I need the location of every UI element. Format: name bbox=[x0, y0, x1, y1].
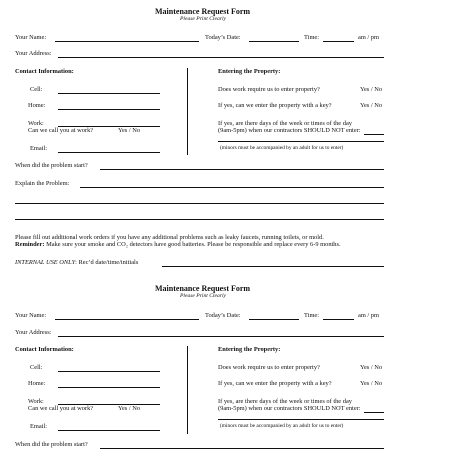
internal-use-label: INTERNAL USE ONLY bbox=[15, 259, 76, 266]
reminder-label: Reminder: bbox=[15, 241, 45, 248]
explain-field-line2[interactable] bbox=[15, 203, 384, 204]
form-subtitle-2: Please Print Clearly bbox=[180, 293, 226, 299]
your-address-field[interactable] bbox=[58, 57, 384, 58]
home-label-2: Home: bbox=[28, 380, 46, 387]
key-question: If yes, can we enter the property with a key? bbox=[218, 102, 332, 109]
key-yes-no[interactable]: Yes / No bbox=[360, 102, 383, 109]
home-field-2[interactable] bbox=[58, 387, 160, 388]
reminder-line bbox=[15, 241, 341, 248]
days-question-line1: If yes, are there days of the week or times of the day bbox=[218, 120, 352, 127]
work-label-2: Work: bbox=[28, 398, 44, 405]
your-name-label: Your Name: bbox=[15, 34, 47, 41]
cell-field-2[interactable] bbox=[58, 371, 160, 372]
internal-use-field[interactable] bbox=[162, 266, 384, 267]
email-field[interactable] bbox=[58, 152, 160, 153]
todays-date-label: Today’s Date: bbox=[205, 34, 241, 41]
minors-note-2: (minors must be accompanied by an adult for us to enter) bbox=[220, 423, 344, 429]
explain-field-line1[interactable] bbox=[80, 187, 384, 188]
days-field[interactable] bbox=[364, 134, 384, 135]
email-field-2[interactable] bbox=[58, 430, 160, 431]
todays-date-label-2: Today’s Date: bbox=[205, 312, 241, 319]
require-question-2: Does work require us to enter property? bbox=[218, 364, 320, 371]
your-name-label-2: Your Name: bbox=[15, 312, 47, 319]
require-question: Does work require us to enter property? bbox=[218, 86, 320, 93]
form-title-2: Maintenance Request Form bbox=[155, 284, 251, 293]
explain-field-line3[interactable] bbox=[15, 219, 384, 220]
form-subtitle: Please Print Clearly bbox=[180, 16, 226, 22]
require-yes-no-2[interactable]: Yes / No bbox=[360, 364, 383, 371]
home-field[interactable] bbox=[58, 109, 160, 110]
internal-use-text: : Rec’d date/time/initials bbox=[75, 259, 139, 266]
email-label-2: Email: bbox=[30, 423, 48, 430]
time-field-2[interactable] bbox=[323, 319, 354, 320]
your-name-field-2[interactable] bbox=[55, 319, 199, 320]
todays-date-field-2[interactable] bbox=[249, 319, 299, 320]
additional-orders-note: Please fill out additional work orders if you have any additional problems such as leaky faucets, running toilets, or mold. bbox=[15, 234, 324, 241]
days-question-line2-2: (9am-5pm) when our contractors SHOULD NOT enter: bbox=[218, 405, 361, 412]
your-address-label: Your Address: bbox=[15, 50, 52, 57]
internal-use-line bbox=[15, 259, 138, 266]
time-label: Time: bbox=[304, 34, 320, 41]
column-divider-2 bbox=[187, 346, 188, 434]
your-address-field-2[interactable] bbox=[58, 336, 384, 337]
am-pm-option[interactable]: am / pm bbox=[358, 34, 379, 41]
key-yes-no-2[interactable]: Yes / No bbox=[360, 380, 383, 387]
work-label: Work: bbox=[28, 120, 44, 127]
call-at-work-question: Can we call you at work? bbox=[28, 127, 94, 134]
require-yes-no[interactable]: Yes / No bbox=[360, 86, 383, 93]
form-title: Maintenance Request Form bbox=[155, 7, 251, 16]
days-question-line2: (9am-5pm) when our contractors SHOULD NOT enter: bbox=[218, 127, 361, 134]
days-question-line1-2: If yes, are there days of the week or times of the day bbox=[218, 398, 352, 405]
am-pm-option-2[interactable]: am / pm bbox=[358, 312, 379, 319]
when-started-field[interactable] bbox=[100, 169, 384, 170]
when-started-label-2: When did the problem start? bbox=[15, 441, 88, 448]
column-divider bbox=[187, 68, 188, 155]
entering-property-heading: Entering the Property: bbox=[218, 68, 281, 75]
days-field-line2[interactable] bbox=[218, 141, 384, 142]
call-at-work-yes-no-2[interactable]: Yes / No bbox=[118, 405, 141, 412]
your-address-label-2: Your Address: bbox=[15, 329, 52, 336]
todays-date-field[interactable] bbox=[249, 41, 299, 42]
reminder-text: Make sure your smoke and CO₂ detectors have good batteries. Please be responsible and replace every 6-9 months. bbox=[46, 241, 341, 248]
days-field-2[interactable] bbox=[364, 412, 384, 413]
time-field[interactable] bbox=[323, 41, 354, 42]
explain-label: Explain the Problem: bbox=[15, 180, 70, 187]
contact-info-heading: Contact Information: bbox=[15, 68, 74, 75]
key-question-2: If yes, can we enter the property with a key? bbox=[218, 380, 332, 387]
when-started-field-2[interactable] bbox=[100, 448, 384, 449]
call-at-work-question-2: Can we call you at work? bbox=[28, 405, 94, 412]
when-started-label: When did the problem start? bbox=[15, 162, 88, 169]
your-name-field[interactable] bbox=[55, 41, 199, 42]
time-label-2: Time: bbox=[304, 312, 320, 319]
call-at-work-yes-no[interactable]: Yes / No bbox=[118, 127, 141, 134]
contact-info-heading-2: Contact Information: bbox=[15, 346, 74, 353]
cell-label-2: Cell: bbox=[30, 364, 43, 371]
entering-property-heading-2: Entering the Property: bbox=[218, 346, 281, 353]
cell-label: Cell: bbox=[30, 86, 43, 93]
home-label: Home: bbox=[28, 102, 46, 109]
cell-field[interactable] bbox=[58, 93, 160, 94]
minors-note: (minors must be accompanied by an adult for us to enter) bbox=[220, 145, 344, 151]
email-label: Email: bbox=[30, 145, 48, 152]
days-field-line2-2[interactable] bbox=[218, 419, 384, 420]
